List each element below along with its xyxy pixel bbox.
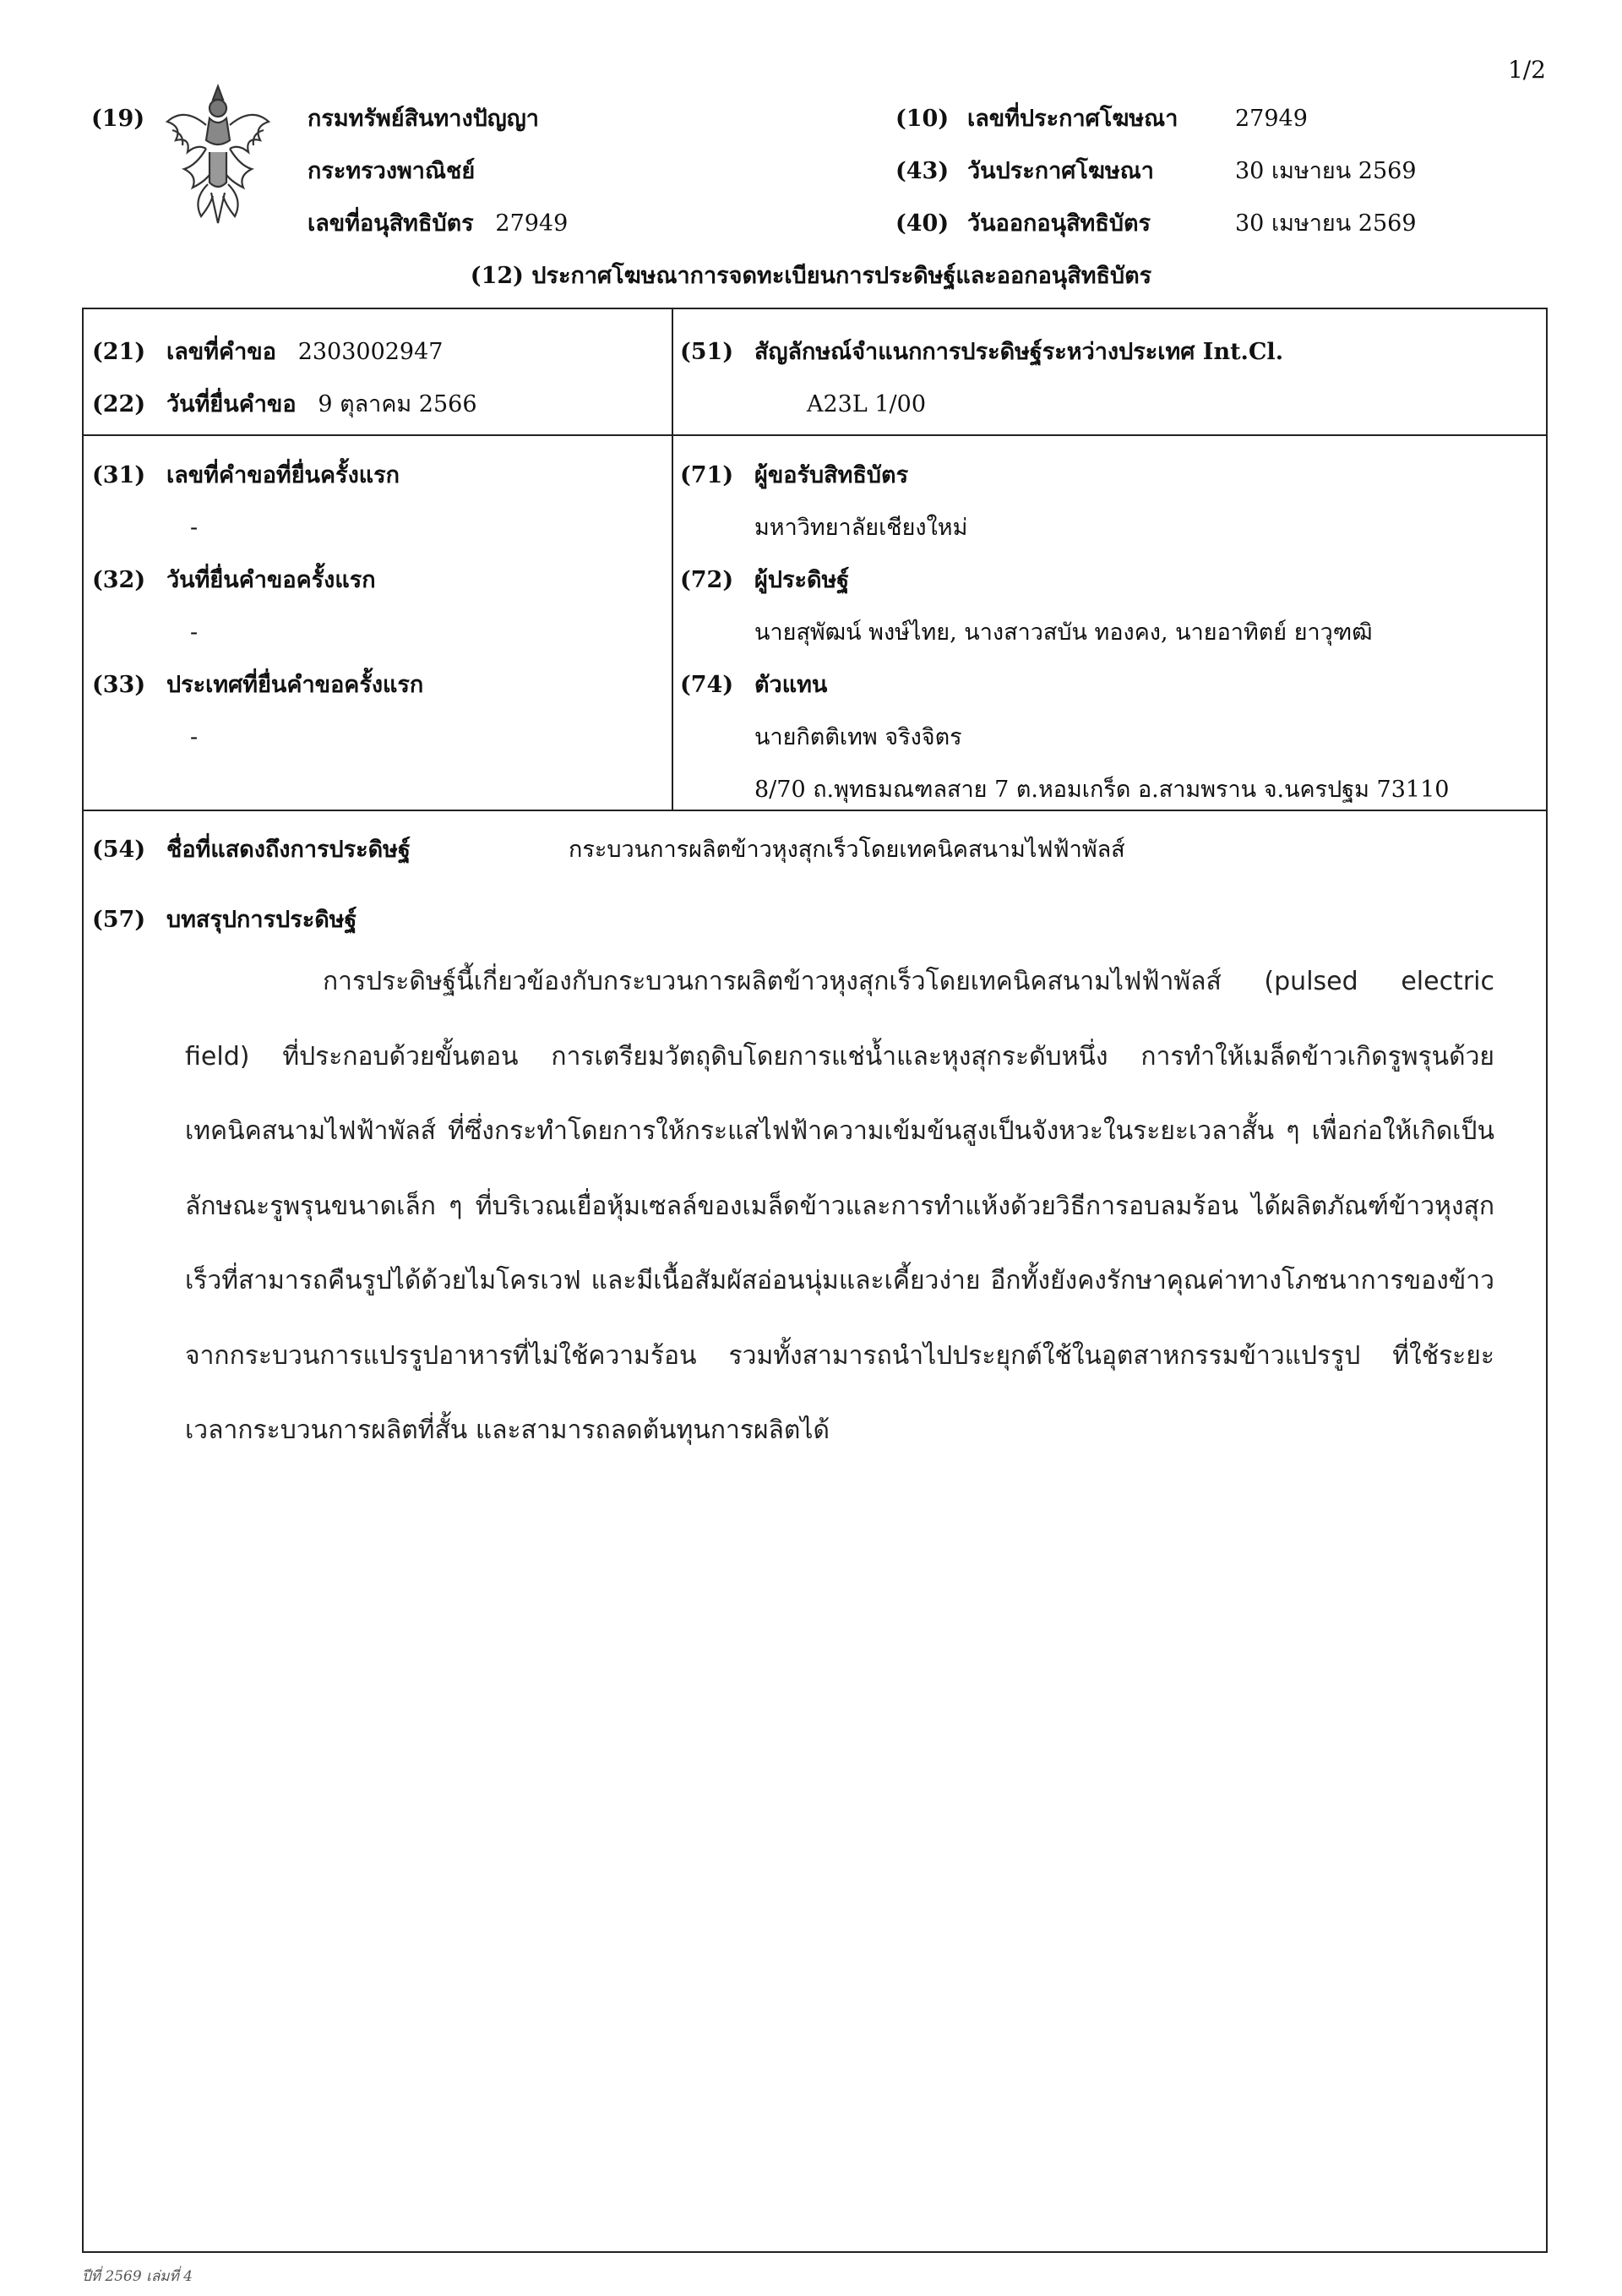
announce-date: 30 เมษายน 2569 (1235, 158, 1417, 184)
first-app-no-label: เลขที่คำขอที่ยื่นครั้งแรก (166, 462, 400, 488)
page-number: 1/2 (1507, 56, 1546, 84)
code-54: (54) (92, 837, 146, 863)
ipc-section (680, 326, 1283, 431)
garuda-emblem-icon (159, 81, 277, 225)
department-name: กรมทรัพย์สินทางปัญญา (308, 106, 539, 132)
abstract-heading-row (92, 894, 357, 946)
ministry-name: กระทรวงพาณิชย์ (308, 158, 476, 184)
code-21: (21) (92, 339, 146, 365)
divider-1 (84, 434, 1546, 436)
code-40: (40) (895, 210, 950, 237)
filing-date: 9 ตุลาคม 2566 (318, 391, 477, 417)
announce-no-label: เลขที่ประกาศโฆษณา (967, 106, 1178, 132)
priority-section (92, 450, 423, 764)
announce-date-label: วันประกาศโฆษณา (967, 158, 1154, 184)
applicant-label: ผู้ขอรับสิทธิบัตร (754, 462, 909, 488)
announce-no: 27949 (1235, 106, 1308, 132)
agent: นายกิตติเทพ จริงจิตร (754, 724, 962, 750)
code-71: (71) (680, 462, 734, 488)
first-country: - (190, 724, 199, 750)
column-divider (672, 309, 673, 810)
first-date: - (190, 619, 199, 646)
agent-label: ตัวแทน (754, 672, 828, 698)
code-22: (22) (92, 391, 146, 417)
applicant: มหาวิทยาลัยเชียงใหม่ (754, 515, 968, 541)
code-43: (43) (895, 158, 950, 184)
code-32: (32) (92, 567, 146, 593)
invention-title-row (92, 824, 1125, 876)
document-title: (12) ประกาศโฆษณาการจดทะเบียนการประดิษฐ์และออกอนุสิทธิบัตร (470, 263, 1152, 289)
filing-date-label: วันที่ยื่นคำขอ (166, 391, 297, 417)
code-74: (74) (680, 672, 734, 698)
first-date-label: วันที่ยื่นคำขอครั้งแรก (166, 567, 376, 593)
code-72: (72) (680, 567, 734, 593)
patent-number-line (308, 198, 568, 250)
patent-info-box (82, 308, 1548, 2253)
ipc-value: A23L 1/00 (807, 391, 926, 417)
code-51: (51) (680, 339, 734, 365)
issue-date: 30 เมษายน 2569 (1235, 210, 1417, 237)
app-no-label: เลขที่คำขอ (166, 339, 276, 365)
inventor-label: ผู้ประดิษฐ์ (754, 567, 850, 593)
patent-number-label: เลขที่อนุสิทธิบัตร (308, 210, 474, 237)
code-10: (10) (895, 106, 950, 132)
code-19: (19) (91, 106, 145, 132)
app-no: 2303002947 (297, 339, 444, 365)
issue-date-label: วันออกอนุสิทธิบัตร (967, 210, 1151, 237)
first-app-no: - (190, 515, 199, 541)
footer-volume: ปีที่ 2569 เล่มที่ 4 (82, 2268, 193, 2285)
first-country-label: ประเทศที่ยื่นคำขอครั้งแรก (166, 672, 424, 698)
abstract-text: การประดิษฐ์นี้เกี่ยวข้องกับกระบวนการผลิตข้าวหุงสุกเร็วโดยเทคนิคสนามไฟฟ้าพัลส์ (pulsed electric field) ที่ประกอบด้วยขั้นตอน การเตรียมวัตถุดิบโดยการแช่น้ำและหุงสุกระดับหนึ่ง การทำให้เมล็ดข้าวเกิดรูพรุนด้วยเทคนิคสนามไฟฟ้าพัลส์ ที่ซึ่งกระทำโดยการให้กระแสไฟฟ้าความเข้มข้นสูงเป็นจังหวะในระยะเวลาสั้น ๆ เพื่อก่อให้เกิดเป็นลักษณะรูพรุนขนาดเล็ก ๆ ที่บริเวณเยื่อหุ้มเซลล์ของเมล็ดข้าวและการทำแห้งด้วยวิธีการอบลมร้อน ได้ผลิตภัณฑ์ข้าวหุงสุกเร็วที่สามารถคืนรูปได้ด้วยไมโครเวฟ และมีเนื้อสัมผัสอ่อนนุ่มและเคี้ยวง่าย อีกทั้งยังคงรักษาคุณค่าทางโภชนาการของข้าวจากกระบวนการแปรรูปอาหารที่ไม่ใช้ความร้อน รวมทั้งสามารถนำไปประยุกต์ใช้ในอุตสาหกรรมข้าวแปรรูป ที่ใช้ระยะเวลากระบวนการผลิตที่สั้น และสามารถลดต้นทุนการผลิตได้ (185, 967, 1494, 1445)
application-section (92, 326, 477, 431)
invention-title: กระบวนการผลิตข้าวหุงสุกเร็วโดยเทคนิคสนามไฟฟ้าพัลส์ (569, 837, 1125, 863)
ipc-label: สัญลักษณ์จำแนกการประดิษฐ์ระหว่างประเทศ Int.Cl. (754, 339, 1284, 365)
code-33: (33) (92, 672, 146, 698)
abstract-label: บทสรุปการประดิษฐ์ (166, 907, 357, 933)
agent-address: 8/70 ถ.พุทธมณฑลสาย 7 ต.หอมเกร็ด อ.สามพราน จ.นครปฐม 73110 (754, 777, 1450, 803)
patent-number: 27949 (495, 210, 569, 237)
code-57: (57) (92, 907, 146, 933)
inventors: นายสุพัฒน์ พงษ์ไทย, นางสาวสบัน ทองคง, นายอาทิตย์ ยาวุฑฒิ (754, 619, 1373, 646)
parties-section (680, 450, 1449, 816)
invention-title-label: ชื่อที่แสดงถึงการประดิษฐ์ (166, 837, 411, 863)
code-31: (31) (92, 462, 146, 488)
